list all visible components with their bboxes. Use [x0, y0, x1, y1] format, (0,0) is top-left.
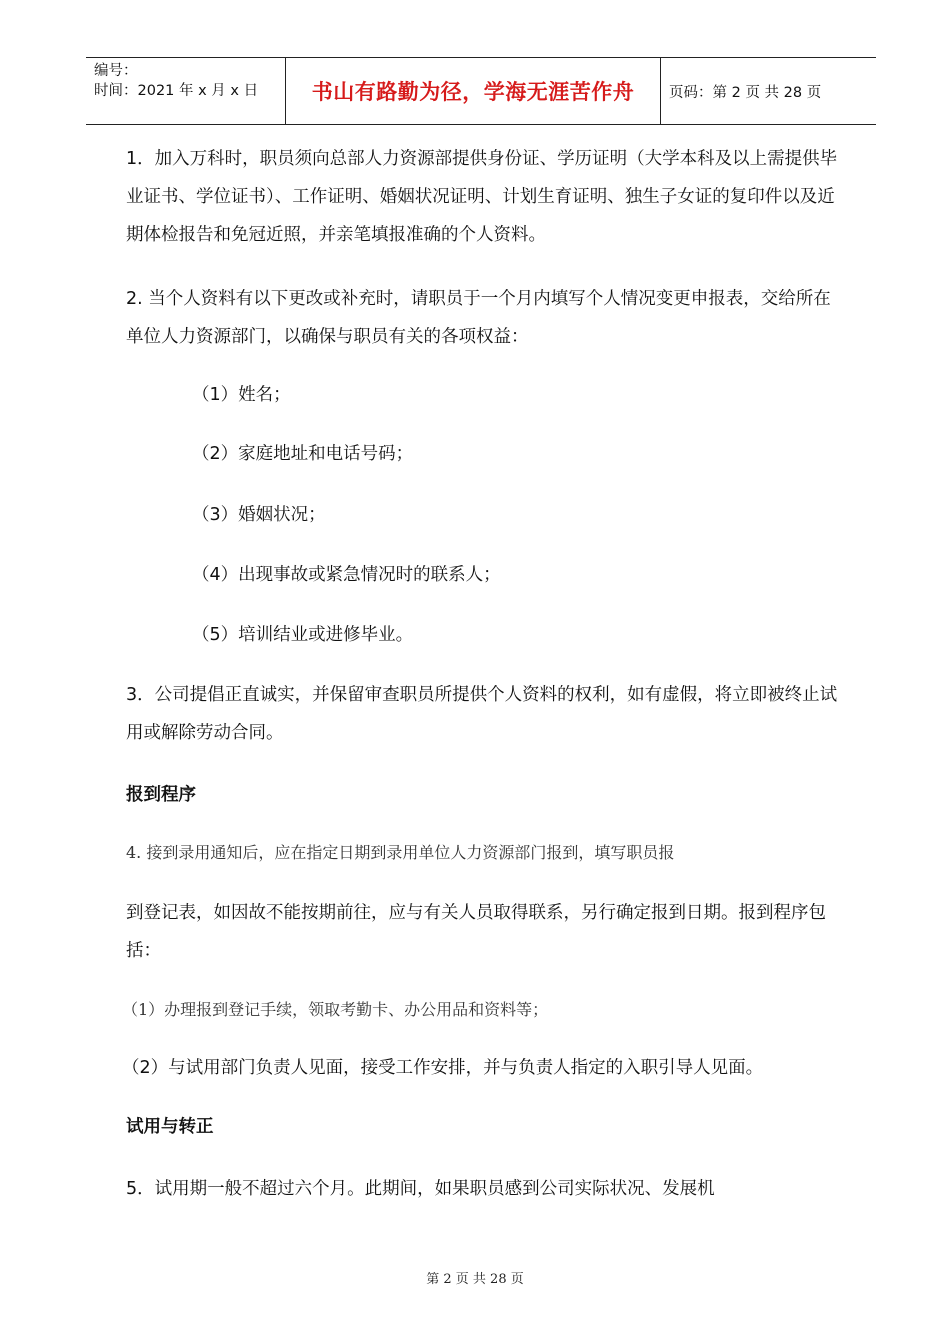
- page-footer: 第 2 页 共 28 页: [426, 1272, 524, 1287]
- paragraph-5: 5．试用期一般不超过六个月。此期间，如果职员感到公司实际状况、发展机: [126, 1179, 715, 1199]
- paragraph-1: 1．加入万科时，职员须向总部人力资源部提供身份证、学历证明（大学本科及以上需提供毕业证书、学位证书）、工作证明、婚姻状况证明、计划生育证明、独生子女证的复印件以及近期体检报告和免冠近照，并亲笔填报准确的个人资料。: [126, 149, 838, 245]
- section-heading-probation: 试用与转正: [126, 1117, 214, 1137]
- paragraph-3: 3．公司提倡正直诚实，并保留审查职员所提供个人资料的权利，如有虚假，将立即被终止试用或解除劳动合同。: [126, 685, 838, 743]
- header-number-label: 编号：: [94, 63, 138, 79]
- page-header: [86, 57, 876, 125]
- procedure-item-2: （2）与试用部门负责人见面，接受工作安排，并与负责人指定的入职引导人见面。: [122, 1058, 764, 1078]
- header-motto: 书山有路勤为径，学海无涯苦作舟: [285, 58, 661, 124]
- list-item-marital: （3）婚姻状况；: [192, 505, 326, 525]
- list-item-name: （1）姓名；: [192, 385, 291, 405]
- paragraph-2: 2. 当个人资料有以下更改或补充时，请职员于一个月内填写个人情况变更申报表，交给所在单位人力资源部门，以确保与职员有关的各项权益：: [126, 289, 831, 347]
- paragraph-4: 4. 接到录用通知后，应在指定日期到录用单位人力资源部门报到，填写职员报: [126, 843, 675, 862]
- list-item-contact: （4）出现事故或紧急情况时的联系人；: [192, 565, 501, 585]
- header-page-info: 页码：第 2 页 共 28 页: [669, 84, 822, 101]
- section-heading-onboarding: 报到程序: [126, 785, 196, 805]
- paragraph-4-continued: 到登记表，如因故不能按期前往，应与有关人员取得联系，另行确定报到日期。报到程序包括：: [126, 903, 826, 961]
- procedure-item-1: （1）办理报到登记手续，领取考勤卡、办公用品和资料等；: [122, 1000, 549, 1019]
- list-item-training: （5）培训结业或进修毕业。: [192, 625, 414, 645]
- header-time-label: 时间：2021 年 x 月 x 日: [94, 83, 259, 99]
- header-meta: [94, 61, 284, 101]
- list-item-address: （2）家庭地址和电话号码；: [192, 444, 414, 464]
